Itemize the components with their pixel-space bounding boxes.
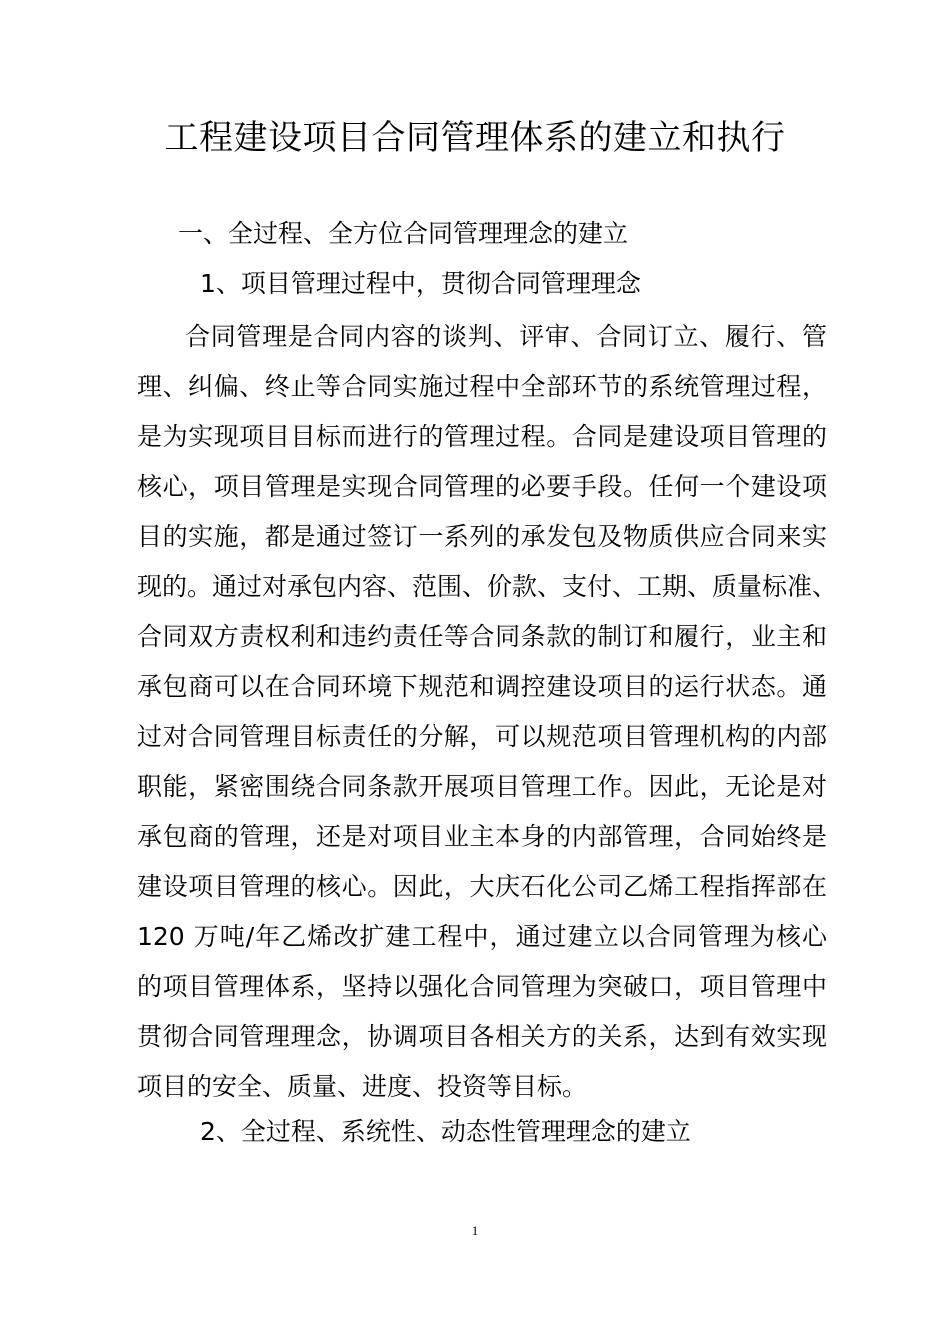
paragraph-line: 核心，项目管理是实现合同管理的必要手段。任何一个建设项: [137, 472, 827, 501]
paragraph-line: 贯彻合同管理理念，协调项目各相关方的关系，达到有效实现: [137, 1022, 827, 1051]
paragraph-line: 理、纠偏、终止等合同实施过程中全部环节的系统管理过程，: [137, 372, 827, 401]
paragraph-line: 合同管理是合同内容的谈判、评审、合同订立、履行、管: [185, 322, 827, 351]
paragraph-line: 是为实现项目目标而进行的管理过程。合同是建设项目管理的: [137, 422, 827, 451]
paragraph-line: 过对合同管理目标责任的分解，可以规范项目管理机构的内部: [137, 722, 827, 751]
paragraph-line: 120 万吨/年乙烯改扩建工程中，通过建立以合同管理为核心: [137, 922, 827, 951]
page-number: 1: [471, 1223, 479, 1238]
section-heading: 一、全过程、全方位合同管理理念的建立: [178, 219, 629, 248]
subsection-heading-1: 1、项目管理过程中，贯彻合同管理理念: [200, 269, 641, 298]
paragraph-line: 目的实施，都是通过签订一系列的承发包及物质供应合同来实: [137, 522, 827, 551]
paragraph-line: 承包商可以在合同环境下规范和调控建设项目的运行状态。通: [137, 672, 827, 701]
paragraph-line: 现的。通过对承包内容、范围、价款、支付、工期、质量标准、: [137, 572, 838, 601]
paragraph-line: 承包商的管理，还是对项目业主本身的内部管理，合同始终是: [137, 822, 827, 851]
paragraph-line: 职能，紧密围绕合同条款开展项目管理工作。因此，无论是对: [137, 772, 827, 801]
body-paragraph: [137, 312, 838, 1112]
paragraph-line: 的项目管理体系，坚持以强化合同管理为突破口，项目管理中: [137, 972, 827, 1001]
paragraph-line: 项目的安全、质量、进度、投资等目标。: [137, 1072, 588, 1101]
subsection-heading-2: 2、全过程、系统性、动态性管理理念的建立: [200, 1117, 691, 1146]
paragraph-line: 合同双方责权利和违约责任等合同条款的制订和履行，业主和: [137, 622, 827, 651]
document-title: 工程建设项目合同管理体系的建立和执行: [164, 118, 786, 158]
paragraph-line: 建设项目管理的核心。因此，大庆石化公司乙烯工程指挥部在: [137, 872, 827, 901]
